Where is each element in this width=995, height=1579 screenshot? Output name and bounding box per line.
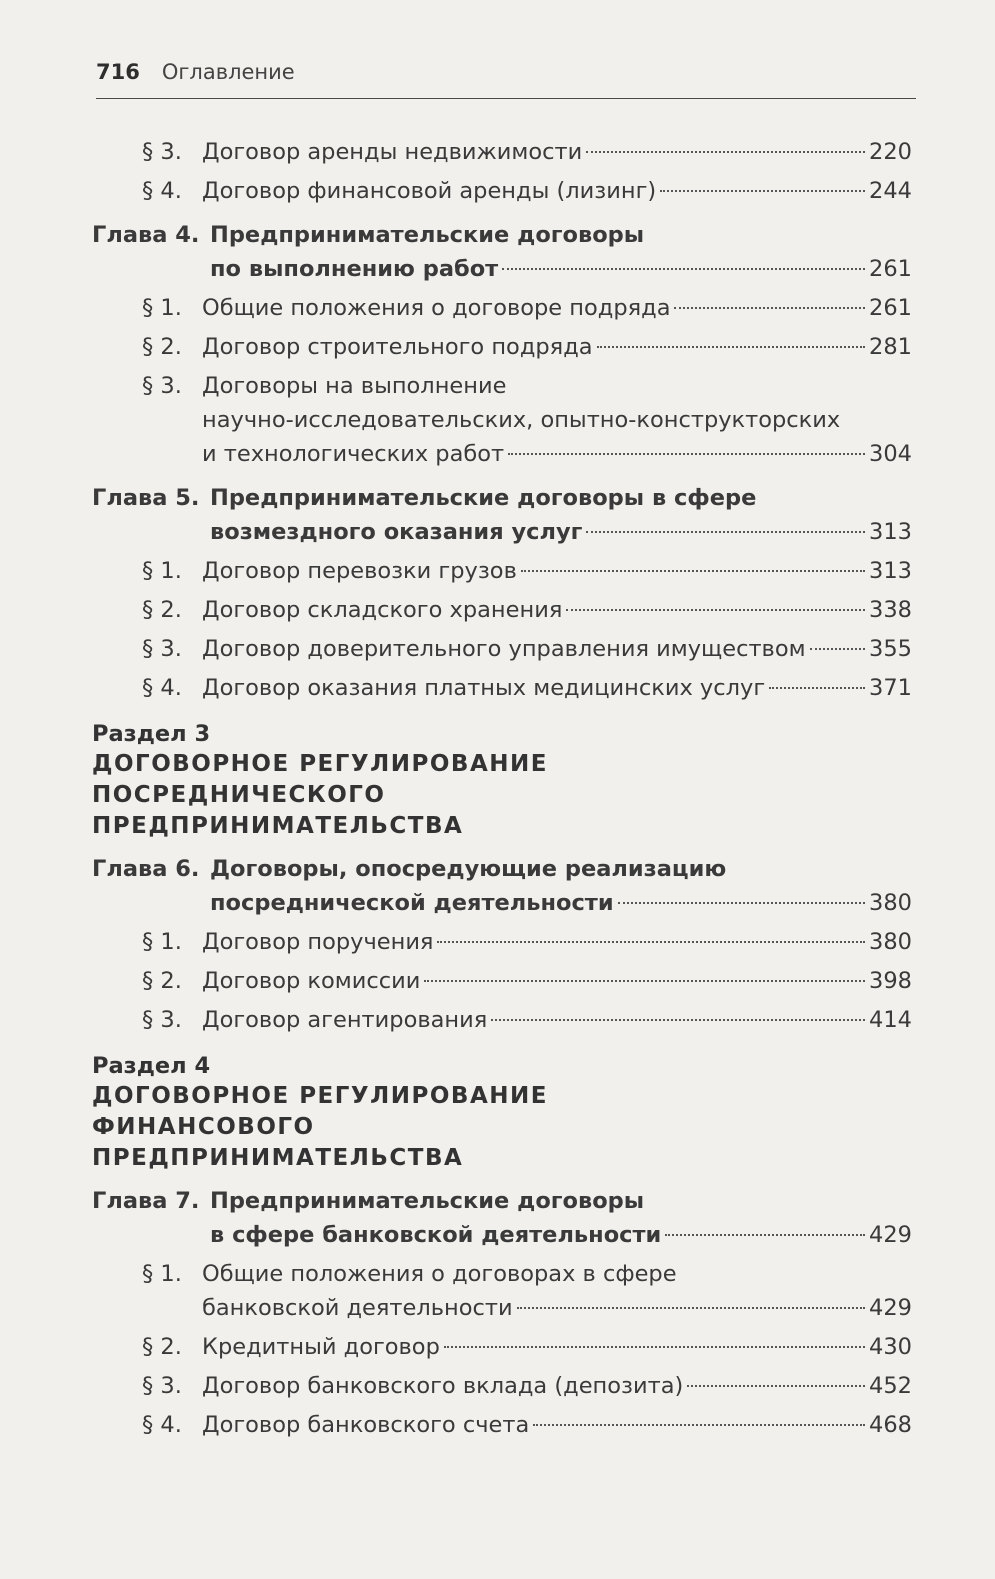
entry-body <box>202 671 912 705</box>
entry-page-number: 313 <box>869 558 912 584</box>
entry-page-number: 220 <box>869 139 912 165</box>
section-title-line: ДОГОВОРНОЕ РЕГУЛИРОВАНИЕ <box>92 751 548 777</box>
entry-number: § 3. <box>142 1007 182 1033</box>
entry-number: § 3. <box>142 636 182 662</box>
section-title-line: ПРЕДПРИНИМАТЕЛЬСТВА <box>92 1145 464 1171</box>
section-label: Раздел 4 <box>92 1053 211 1079</box>
dot-leader <box>566 609 865 611</box>
entry-page-number: 452 <box>869 1373 912 1399</box>
dot-leader <box>586 531 865 533</box>
page-title: Оглавление <box>161 60 295 84</box>
entry-page-number: 371 <box>869 675 912 701</box>
entry-page-number: 261 <box>869 256 912 282</box>
dot-leader <box>618 902 865 904</box>
entry-line <box>202 554 912 588</box>
dot-leader <box>521 570 865 572</box>
dot-leader <box>533 1424 865 1426</box>
toc-paragraph-entry[interactable] <box>92 632 912 666</box>
entry-number: § 2. <box>142 597 182 623</box>
table-of-contents <box>92 135 912 1447</box>
entry-line <box>202 671 912 705</box>
entry-number: § 3. <box>142 373 182 399</box>
entry-body <box>202 554 912 588</box>
entry-title: Договор комиссии <box>202 968 421 994</box>
page-number: 716 <box>96 60 140 84</box>
entry-line <box>202 1291 912 1325</box>
entry-page-number: 355 <box>869 636 912 662</box>
entry-page-number: 429 <box>869 1222 912 1248</box>
entry-line <box>202 1408 912 1442</box>
entry-number: § 2. <box>142 968 182 994</box>
dot-leader <box>508 453 865 455</box>
toc-paragraph-entry[interactable] <box>92 1408 912 1442</box>
entry-line <box>202 964 912 998</box>
entry-body <box>202 593 912 627</box>
toc-paragraph-entry[interactable] <box>92 1257 912 1325</box>
entry-line <box>202 174 912 208</box>
entry-line <box>202 369 912 403</box>
entry-line <box>202 1257 912 1291</box>
entry-line <box>202 593 912 627</box>
entry-body <box>202 135 912 169</box>
entry-page-number: 244 <box>869 178 912 204</box>
page-header <box>96 60 916 99</box>
entry-body <box>202 291 912 325</box>
entry-number: § 1. <box>142 1261 182 1287</box>
toc-chapter-entry[interactable] <box>92 481 912 549</box>
entry-page-number: 468 <box>869 1412 912 1438</box>
entry-line <box>210 1218 912 1252</box>
toc-paragraph-entry[interactable] <box>92 964 912 998</box>
entry-title: Договор финансовой аренды (лизинг) <box>202 178 657 204</box>
entry-body <box>202 964 912 998</box>
entry-title: и технологических работ <box>202 441 505 467</box>
toc-paragraph-entry[interactable] <box>92 554 912 588</box>
entry-number: Глава 4. <box>92 222 200 248</box>
entry-line <box>202 403 912 437</box>
entry-title: Договор агентирования <box>202 1007 488 1033</box>
entry-line <box>210 886 912 920</box>
entry-title: в сфере банковской деятельности <box>210 1222 662 1248</box>
entry-line <box>202 291 912 325</box>
dot-leader <box>665 1234 865 1236</box>
entry-body <box>210 218 912 286</box>
entry-page-number: 380 <box>869 929 912 955</box>
entry-body <box>202 925 912 959</box>
entry-line <box>202 330 912 364</box>
toc-paragraph-entry[interactable] <box>92 291 912 325</box>
entry-title: Договоры на выполнение <box>202 373 507 399</box>
entry-number: § 1. <box>142 929 182 955</box>
entry-body <box>202 369 912 471</box>
entry-title: Договор перевозки грузов <box>202 558 517 584</box>
section-title-line: ФИНАНСОВОГО <box>92 1114 315 1140</box>
dot-leader <box>586 151 865 153</box>
entry-page-number: 380 <box>869 890 912 916</box>
entry-title: научно-исследовательских, опытно-конструкторских <box>202 407 841 433</box>
entry-number: § 1. <box>142 558 182 584</box>
entry-number: § 4. <box>142 1412 182 1438</box>
entry-line <box>202 1003 912 1037</box>
entry-number: Глава 7. <box>92 1188 200 1214</box>
entry-line <box>202 925 912 959</box>
entry-title: возмездного оказания услуг <box>210 519 583 545</box>
entry-line <box>210 852 912 886</box>
entry-line <box>210 1184 912 1218</box>
entry-body <box>202 330 912 364</box>
entry-body <box>202 174 912 208</box>
entry-title: Договор банковского вклада (депозита) <box>202 1373 684 1399</box>
toc-paragraph-entry[interactable] <box>92 1003 912 1037</box>
entry-line <box>202 632 912 666</box>
dot-leader <box>424 980 865 982</box>
entry-body <box>202 1369 912 1403</box>
entry-body <box>202 1408 912 1442</box>
entry-title: Общие положения о договоре подряда <box>202 295 671 321</box>
entry-title: Предпринимательские договоры <box>210 222 645 248</box>
entry-title: посреднической деятельности <box>210 890 614 916</box>
entry-line <box>210 481 912 515</box>
entry-title: Кредитный договор <box>202 1334 440 1360</box>
entry-line <box>210 252 912 286</box>
entry-line <box>202 1330 912 1364</box>
dot-leader <box>674 307 865 309</box>
dot-leader <box>597 346 866 348</box>
toc-chapter-entry[interactable] <box>92 218 912 286</box>
entry-title: Договор поручения <box>202 929 434 955</box>
entry-number: § 4. <box>142 178 182 204</box>
entry-title: Договор складского хранения <box>202 597 563 623</box>
entry-title: Договор оказания платных медицинских услуг <box>202 675 766 701</box>
toc-paragraph-entry[interactable] <box>92 1369 912 1403</box>
entry-body <box>202 1330 912 1364</box>
entry-page-number: 304 <box>869 441 912 467</box>
entry-title: Предпринимательские договоры в сфере <box>210 485 757 511</box>
entry-number: § 3. <box>142 139 182 165</box>
entry-page-number: 430 <box>869 1334 912 1360</box>
entry-line <box>210 218 912 252</box>
entry-body <box>202 632 912 666</box>
toc-paragraph-entry[interactable] <box>92 330 912 364</box>
section-label: Раздел 3 <box>92 721 211 747</box>
entry-page-number: 429 <box>869 1295 912 1321</box>
entry-title: Предпринимательские договоры <box>210 1188 645 1214</box>
entry-number: § 3. <box>142 1373 182 1399</box>
toc-paragraph-entry[interactable] <box>92 671 912 705</box>
entry-page-number: 261 <box>869 295 912 321</box>
dot-leader <box>437 941 865 943</box>
entry-page-number: 313 <box>869 519 912 545</box>
section-title-line: ДОГОВОРНОЕ РЕГУЛИРОВАНИЕ <box>92 1083 548 1109</box>
dot-leader <box>444 1346 865 1348</box>
dot-leader <box>502 268 865 270</box>
section-title-line: ПОСРЕДНИЧЕСКОГО <box>92 782 386 808</box>
entry-number: Глава 6. <box>92 856 200 882</box>
toc-paragraph-entry[interactable] <box>92 174 912 208</box>
entry-page-number: 338 <box>869 597 912 623</box>
toc-paragraph-entry[interactable] <box>92 925 912 959</box>
dot-leader <box>660 190 865 192</box>
entry-body <box>210 481 912 549</box>
toc-section-heading <box>92 1051 912 1174</box>
entry-line <box>202 1369 912 1403</box>
entry-line <box>202 437 912 471</box>
dot-leader <box>810 648 865 650</box>
entry-page-number: 398 <box>869 968 912 994</box>
entry-title: по выполнению работ <box>210 256 499 282</box>
toc-chapter-entry[interactable] <box>92 852 912 920</box>
entry-body <box>210 852 912 920</box>
toc-paragraph-entry[interactable] <box>92 135 912 169</box>
toc-paragraph-entry[interactable] <box>92 593 912 627</box>
entry-number: § 1. <box>142 295 182 321</box>
entry-title: Договор банковского счета <box>202 1412 530 1438</box>
entry-title: Договор строительного подряда <box>202 334 593 360</box>
toc-paragraph-entry[interactable] <box>92 369 912 471</box>
entry-line <box>202 135 912 169</box>
dot-leader <box>491 1019 865 1021</box>
toc-paragraph-entry[interactable] <box>92 1330 912 1364</box>
section-title-line: ПРЕДПРИНИМАТЕЛЬСТВА <box>92 813 464 839</box>
dot-leader <box>769 687 865 689</box>
entry-page-number: 281 <box>869 334 912 360</box>
entry-title: Договор доверительного управления имуществом <box>202 636 806 662</box>
entry-title: Общие положения о договорах в сфере <box>202 1261 677 1287</box>
dot-leader <box>687 1385 865 1387</box>
entry-number: § 2. <box>142 1334 182 1360</box>
entry-title: банковской деятельности <box>202 1295 513 1321</box>
entry-number: § 2. <box>142 334 182 360</box>
entry-title: Договор аренды недвижимости <box>202 139 583 165</box>
entry-number: Глава 5. <box>92 485 200 511</box>
toc-section-heading <box>92 719 912 842</box>
entry-body <box>210 1184 912 1252</box>
entry-number: § 4. <box>142 675 182 701</box>
entry-page-number: 414 <box>869 1007 912 1033</box>
toc-chapter-entry[interactable] <box>92 1184 912 1252</box>
entry-body <box>202 1003 912 1037</box>
entry-title: Договоры, опосредующие реализацию <box>210 856 727 882</box>
entry-body <box>202 1257 912 1325</box>
dot-leader <box>517 1307 865 1309</box>
entry-line <box>210 515 912 549</box>
